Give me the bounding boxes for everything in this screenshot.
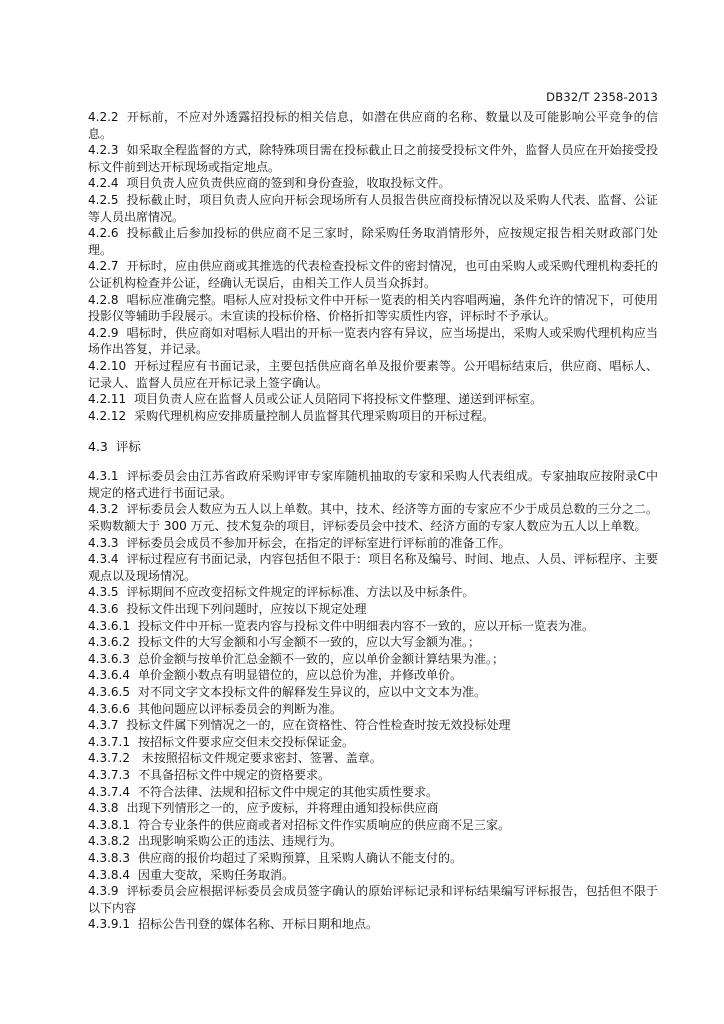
clause-text: 评标期间不应改变招标文件规定的评标标准、方法以及中标条件。 — [126, 585, 475, 600]
clause — [88, 358, 658, 391]
clause-text: 投标文件中开标一览表内容与投标文件中明细表内容不一致的，应以开标一览表为准。 — [137, 618, 594, 633]
clause — [88, 850, 658, 867]
clause-text: 投标文件的大写金额和小写金额不一致的，应以大写金额为准。； — [137, 635, 480, 650]
clause — [88, 501, 658, 534]
clause-text: 其他问题应以评标委员会的判断为准。 — [137, 701, 342, 716]
clause — [88, 767, 658, 784]
clause — [88, 701, 658, 718]
clause-list-opening — [88, 109, 658, 424]
section-number: 4.3 — [88, 439, 108, 455]
clause-number: 4.2.5 — [88, 192, 119, 207]
standard-code: DB32/T 2358-2013 — [546, 90, 658, 104]
clause-number: 4.3.6.3 — [88, 651, 130, 666]
clause-text: 招标公告刊登的媒体名称、开标日期和地点。 — [137, 917, 378, 932]
clause-text: 项目负责人应负责供应商的签到和身份查验，收取投标文件。 — [126, 176, 451, 191]
clause — [88, 175, 658, 192]
clause-number: 4.2.4 — [88, 176, 119, 191]
clause-text: 评标委员会由江苏省政府采购评审专家库随机抽取的专家和采购人代表组成。专家抽取应按附录C中规定的格式进行书面记录。 — [88, 469, 658, 500]
clause — [88, 142, 658, 175]
clause-number: 4.3.8.2 — [88, 834, 130, 849]
clause-number: 4.3.6.1 — [88, 618, 130, 633]
clause — [88, 551, 658, 584]
clause-number: 4.3.6.6 — [88, 701, 130, 716]
clause — [88, 800, 658, 817]
clause-number: 4.2.12 — [88, 408, 127, 423]
clause-number: 4.3.3 — [88, 535, 119, 550]
clause-text: 评标委员会成员不参加开标会，在指定的评标室进行评标前的准备工作。 — [126, 535, 511, 550]
clause-number: 4.3.6.5 — [88, 685, 130, 699]
clause-number: 4.3.9.1 — [88, 917, 130, 932]
clause-text: 项目负责人应在监督人员或公证人员陪同下将投标文件整理、递送到评标室。 — [134, 392, 543, 407]
clause — [88, 618, 658, 635]
clause-text: 唱标时，供应商如对唱标人唱出的开标一览表内容有异议，应当场提出，采购人或采购代理机构应当场作出答复，并记录。 — [88, 325, 658, 357]
clause-text: 如采取全程监督的方式，除特殊项目需在投标截止日之前接受投标文件外，监督人员应在开始接受投标文件前到达开标现场或指定地点。 — [88, 143, 658, 174]
clause-number: 4.3.6 — [88, 602, 119, 617]
clause — [88, 258, 658, 291]
clause-text: 开标过程应有书面记录，主要包括供应商名单及报价要素等。公开唱标结束后，供应商、唱标人、记录人、监督人员应在开标记录上签字确认。 — [88, 358, 658, 390]
clause-number: 4.2.6 — [88, 226, 119, 241]
clause-text: 对不同文字文本投标文件的解释发生异议的，应以中文文本为准。 — [137, 685, 486, 699]
clause — [88, 750, 658, 767]
clause-text: 开标前，不应对外透露招投标的相关信息，如潜在供应商的名称、数量以及可能影响公平竞争的信息。 — [88, 110, 658, 141]
clause — [88, 391, 658, 408]
clause — [88, 292, 658, 325]
section-title: 评标 — [115, 439, 141, 455]
clause-number: 4.3.5 — [88, 585, 119, 600]
clause-text: 评标过程应有书面记录，内容包括但不限于：项目名称及编号、时间、地点、人员、评标程序、主要观点以及现场情况。 — [88, 552, 658, 583]
clause-text: 评标委员会应根据评标委员会成员签字确认的原始评标记录和评标结果编写评标报告，包括但不限于以下内容 — [88, 884, 658, 915]
clause-number: 4.3.8.4 — [88, 867, 130, 882]
clause-number: 4.3.2 — [88, 502, 119, 517]
clause-number: 4.3.8.3 — [88, 850, 130, 865]
clause-text: 总价金额与按单价汇总金额不一致的，应以单价金额计算结果为准。； — [137, 651, 504, 666]
clause-number: 4.2.11 — [88, 392, 127, 407]
clause-text: 未按照招标文件规定要求密封、签署、盖章。 — [137, 751, 382, 766]
clause — [88, 916, 658, 933]
clause — [88, 734, 658, 751]
clause — [88, 109, 658, 142]
clause — [88, 535, 658, 552]
clause-text: 投标截止后参加投标的供应商不足三家时，除采购任务取消情形外，应按规定报告相关财政部门处理。 — [88, 226, 658, 257]
clause-text: 符合专业条件的供应商或者对招标文件作实质响应的供应商不足三家。 — [137, 817, 510, 832]
clause-text: 出现下列情形之一的，应予废标，并将理由通知投标供应商 — [126, 801, 439, 816]
clause-number: 4.3.7.4 — [88, 784, 130, 799]
clause-text: 投标文件属下列情况之一的，应在资格性、符合性检查时按无效投标处理 — [126, 718, 511, 733]
clause — [88, 325, 658, 358]
clause-text: 采购代理机构应安排质量控制人员监督其代理采购项目的开标过程。 — [134, 408, 495, 423]
clause — [88, 784, 658, 801]
clause-text: 单价金额小数点有明显错位的，应以总价为准，并修改单价。 — [137, 668, 462, 683]
clause — [88, 833, 658, 850]
clause-text: 按招标文件要求应交但未交投标保证金。 — [137, 734, 354, 749]
section-heading — [88, 438, 658, 455]
clause-text: 投标截止时，项目负责人应向开标会现场所有人员报告供应商投标情况以及采购人代表、监督、公证等人员出席情况。 — [88, 192, 658, 224]
clause — [88, 651, 658, 668]
clause — [88, 601, 658, 618]
clause-text: 唱标应准确完整。唱标人应对投标文件中开标一览表的相关内容唱两遍，条件允许的情况下，可使用投影仪等辅助手段展示。未宣读的投标价格、价格折扣等实质性内容，评标时不予承认。 — [88, 292, 658, 324]
clause — [88, 667, 658, 684]
clause-number: 4.3.6.2 — [88, 635, 130, 650]
clause-number: 4.3.4 — [88, 552, 119, 567]
clause — [88, 408, 658, 425]
clause — [88, 634, 658, 651]
clause-text: 不符合法律、法规和招标文件中规定的其他实质性要求。 — [137, 784, 438, 799]
clause-list-evaluation — [88, 468, 658, 933]
clause-number: 4.3.7.2 — [88, 751, 130, 766]
clause-text: 投标文件出现下列问题时，应按以下规定处理 — [126, 602, 367, 617]
clause-number: 4.3.9 — [88, 884, 119, 899]
clause-number: 4.2.2 — [88, 110, 119, 124]
clause-number: 4.3.8 — [88, 801, 119, 816]
clause-number: 4.3.7 — [88, 718, 119, 733]
clause-text: 评标委员会人数应为五人以上单数。其中，技术、经济等方面的专家应不少于成员总数的三分之二。采购数额大于 300 万元、技术复杂的项目，评标委员会中技术、经济方面的专家人数应为五人以上单数。 — [88, 502, 658, 534]
clause — [88, 817, 658, 834]
clause — [88, 684, 658, 701]
clause — [88, 468, 658, 501]
clause-number: 4.3.1 — [88, 469, 119, 484]
clause — [88, 192, 658, 225]
clause-number: 4.3.7.3 — [88, 767, 130, 782]
clause-number: 4.3.7.1 — [88, 734, 130, 749]
clause-text: 开标时，应由供应商或其推选的代表检查投标文件的密封情况，也可由采购人或采购代理机构委托的公证机构检查并公证，经确认无误后，由相关工作人员当众拆封。 — [88, 259, 658, 290]
clause — [88, 584, 658, 601]
clause-text: 供应商的报价均超过了采购预算，且采购人确认不能支付的。 — [137, 850, 462, 865]
clause-number: 4.2.7 — [88, 259, 119, 274]
clause — [88, 883, 658, 916]
clause-number: 4.3.8.1 — [88, 817, 130, 832]
clause-number: 4.2.8 — [88, 292, 119, 307]
clause-text: 不具备招标文件中规定的资格要求。 — [137, 767, 330, 782]
clause-number: 4.2.9 — [88, 325, 119, 340]
clause-number: 4.3.6.4 — [88, 668, 130, 683]
clause — [88, 717, 658, 734]
clause-number: 4.2.10 — [88, 358, 127, 373]
clause — [88, 867, 658, 884]
clause-text: 出现影响采购公正的违法、违规行为。 — [137, 834, 342, 849]
clause-number: 4.2.3 — [88, 143, 119, 158]
clause — [88, 225, 658, 258]
clause-text: 因重大变故，采购任务取消。 — [137, 867, 294, 882]
page-content — [88, 109, 658, 933]
